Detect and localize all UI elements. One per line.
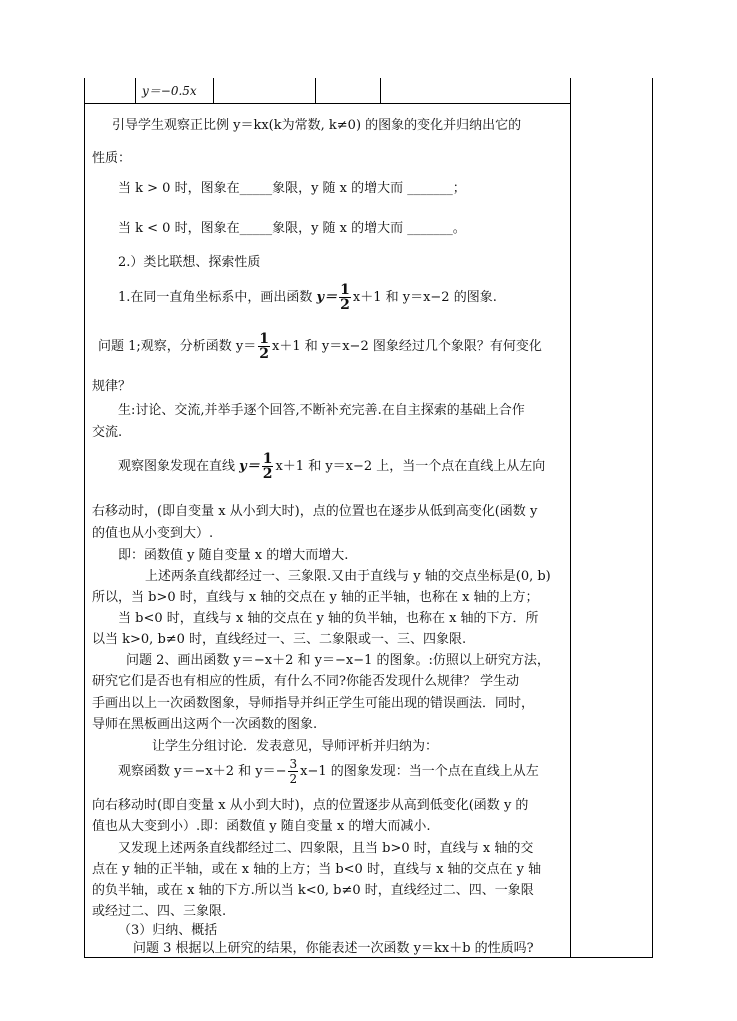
table-right-border [652,78,653,958]
text-line-21: 手画出以上一次函数图象，导师指导并纠正学生可能出现的错误画法．同时， [92,696,535,711]
text-line-19: 问题 2、画出函数 y＝−x＋2 和 y＝−x−1 的图象。:仿照以上研究方法， [126,653,550,668]
top-row-divider-1 [135,78,136,103]
text-line-12: 右移动时，(即自变量 x 从小到大时)，点的位置也在逐步从低到高变化(函数 y [92,504,538,519]
table-middle-border [570,78,571,958]
text-line-7-a: 问题 1;观察，分析函数 y＝ [98,339,257,354]
text-line-14: 即：函数值 y 随自变量 x 的增大而增大. [118,548,349,563]
text-line-6-c: x＋1 和 y＝x−2 的图象. [352,290,497,305]
text-line-10: 交流. [92,425,123,440]
fraction-numerator: 3 [289,757,298,771]
text-line-11-c: x＋1 和 y＝x−2 上，当一个点在直线上从左向 [275,459,546,474]
fraction-denominator: 2 [340,297,350,313]
fraction-numerator: 1 [340,282,350,298]
text-line-7-b: x＋1 和 y＝x−2 图象经过几个象限？有何变化 [272,339,542,354]
text-line-24-a: 观察函数 y＝−x＋2 和 y＝− [118,764,287,779]
fraction-one-half [339,283,351,312]
top-row-bottom-border [84,103,571,104]
table-left-border [84,78,85,958]
top-row-divider-2 [213,78,214,103]
fraction-denominator: 2 [289,772,298,786]
text-line-11-b: y＝ [239,459,260,474]
text-line-6-b: y＝ [316,290,338,305]
text-line-30: 或经过二、四、三象限. [92,904,227,919]
fraction-three-halves [288,757,298,786]
fraction-one-half-2 [258,332,270,361]
text-line-7 [98,330,542,364]
fraction-one-half-3 [262,452,274,481]
text-line-16: 所以，当 b>0 时，直线与 x 轴的交点在 y 轴的正半轴，也称在 x 轴的上方； [92,590,539,605]
fraction-denominator: 2 [259,346,270,362]
text-line-5: 2.）类比联想、探索性质 [118,255,261,270]
text-line-27: 又发现上述两条直线都经过二、四象限，且当 b>0 时，直线与 x 轴的交 [118,841,534,856]
text-line-26: 值也从大变到小）.即：函数值 y 随自变量 x 的增大而减小. [92,819,431,834]
top-row-formula: y＝−0.5x [142,84,197,98]
text-line-8: 规律？ [92,379,132,394]
text-line-17: 当 b<0 时，直线与 x 轴的交点在 y 轴的负半轴，也称在 x 轴的下方．所 [118,611,539,626]
text-line-4: 当 k < 0 时，图象在_____象限，y 随 x 的增大而 _______。 [118,221,466,236]
text-line-15: 上述两条直线都经过一、三象限.又由于直线与 y 轴的交点坐标是(0, b) [145,569,551,584]
top-row-divider-4 [380,78,381,103]
text-line-29: 的负半轴，或在 x 轴的下方.所以当 k<0, b≠0 时，直线经过二、四、一象限 [92,883,534,898]
text-line-3: 当 k > 0 时，图象在_____象限，y 随 x 的增大而 _______； [118,181,466,196]
text-line-28: 点在 y 轴的正半轴，或在 x 轴的上方；当 b<0 时，直线与 x 轴的交点在 y 轴 [92,862,542,877]
text-line-31: （3）归纳、概括 [118,923,218,938]
top-row-divider-3 [315,78,316,103]
text-line-23: 让学生分组讨论．发表意见，导师评析并归纳为： [152,739,439,754]
text-line-9: 生:讨论、交流,并举手逐个回答,不断补充完善.在自主探索的基础上合作 [118,403,525,418]
text-line-22: 导师在黑板画出这两个一次函数的图象. [92,717,318,732]
text-line-6 [118,281,497,315]
text-line-32: 问题 3 根据以上研究的结果，你能表述一次函数 y＝kx＋b 的性质吗? [133,941,534,956]
fraction-numerator: 1 [259,331,270,347]
text-line-11 [118,450,545,484]
text-line-13: 的值也从小变到大）. [92,526,214,541]
text-line-18: 以当 k>0, b≠0 时，直线经过一、三、二象限或一、三、四象限. [92,632,467,647]
text-line-11-a: 观察图象发现在直线 [118,459,236,474]
fraction-numerator: 1 [262,451,273,467]
text-line-1: 引导学生观察正比例 y＝kx(k为常数, k≠0) 的图象的变化并归纳出它的 [112,118,522,133]
text-line-24-b: x−1 的图象发现：当一个点在直线上从左 [300,764,539,779]
fraction-denominator: 2 [262,466,273,482]
text-line-6-a: 1.在同一直角坐标系中，画出函数 [118,290,313,305]
text-line-20: 研究它们是否也有相应的性质，有什么不同?你能否发现什么规律？ 学生动 [92,674,520,689]
text-line-25: 向右移动时(即自变量 x 从小到大时)，点的位置逐步从高到低变化(函数 y 的 [92,798,529,813]
text-line-24 [118,755,539,789]
text-line-2: 性质： [92,151,132,166]
